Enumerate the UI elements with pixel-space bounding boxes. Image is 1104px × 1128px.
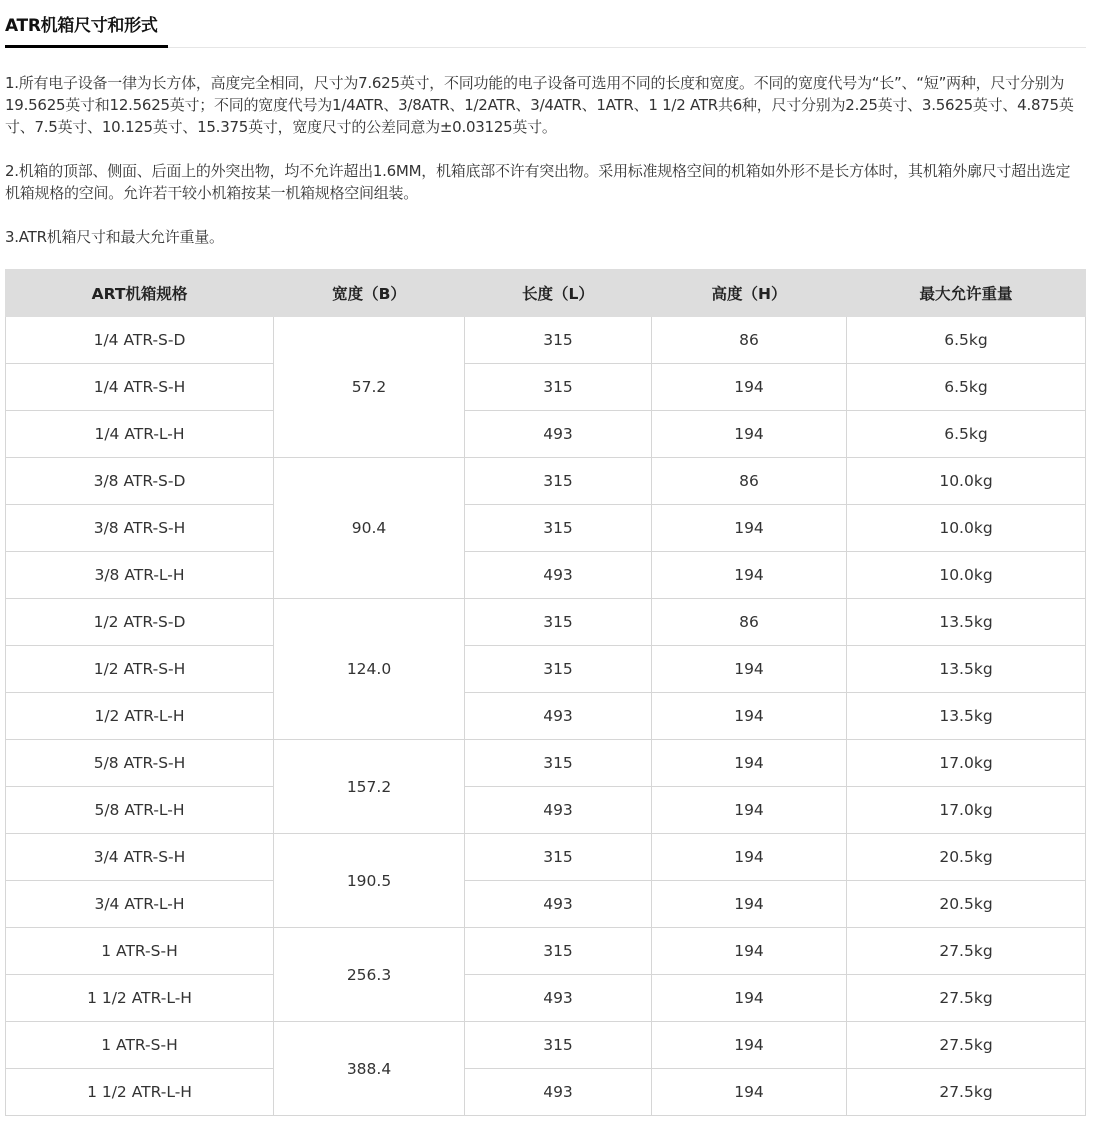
cell-height: 86 xyxy=(652,599,847,646)
cell-length: 315 xyxy=(465,599,652,646)
cell-length: 315 xyxy=(465,364,652,411)
cell-height: 194 xyxy=(652,881,847,928)
paragraph-2: 2.机箱的顶部、侧面、后面上的外突出物，均不允许超出1.6MM，机箱底部不许有突出物。采用标准规格空间的机箱如外形不是长方体时，其机箱外廓尺寸超出选定机箱规格的空间。允许若干较小机箱按某一机箱规格空间组装。 xyxy=(5,162,1071,202)
cell-width: 388.4 xyxy=(274,1022,465,1116)
cell-spec: 1 ATR-S-H xyxy=(6,1022,274,1069)
table-row xyxy=(6,364,1086,411)
cell-length: 315 xyxy=(465,646,652,693)
cell-height: 86 xyxy=(652,317,847,364)
table-row xyxy=(6,740,1086,787)
table-row xyxy=(6,599,1086,646)
cell-weight: 13.5kg xyxy=(847,646,1086,693)
table-header-row xyxy=(6,270,1086,317)
header-height: 高度（H） xyxy=(652,270,847,317)
cell-spec: 1/4 ATR-S-H xyxy=(6,364,274,411)
cell-spec: 3/8 ATR-S-D xyxy=(6,458,274,505)
cell-length: 315 xyxy=(465,317,652,364)
cell-length: 493 xyxy=(465,552,652,599)
cell-weight: 13.5kg xyxy=(847,599,1086,646)
table-body xyxy=(6,317,1086,1116)
table-row xyxy=(6,975,1086,1022)
cell-width: 57.2 xyxy=(274,317,465,458)
cell-weight: 10.0kg xyxy=(847,505,1086,552)
table-row xyxy=(6,646,1086,693)
cell-length: 493 xyxy=(465,693,652,740)
cell-height: 194 xyxy=(652,364,847,411)
cell-length: 315 xyxy=(465,458,652,505)
cell-spec: 5/8 ATR-L-H xyxy=(6,787,274,834)
table-row xyxy=(6,458,1086,505)
cell-height: 194 xyxy=(652,646,847,693)
cell-height: 194 xyxy=(652,787,847,834)
table-row xyxy=(6,411,1086,458)
cell-length: 315 xyxy=(465,1022,652,1069)
page-title: ATR机箱尺寸和形式 xyxy=(5,16,158,36)
cell-spec: 1 1/2 ATR-L-H xyxy=(6,975,274,1022)
cell-spec: 3/4 ATR-S-H xyxy=(6,834,274,881)
table-row xyxy=(6,1069,1086,1116)
cell-height: 194 xyxy=(652,834,847,881)
cell-weight: 6.5kg xyxy=(847,411,1086,458)
table-row xyxy=(6,1022,1086,1069)
cell-spec: 1/4 ATR-L-H xyxy=(6,411,274,458)
cell-height: 194 xyxy=(652,552,847,599)
table-row xyxy=(6,928,1086,975)
cell-length: 493 xyxy=(465,881,652,928)
paragraph-3: 3.ATR机箱尺寸和最大允许重量。 xyxy=(5,228,224,246)
table-row xyxy=(6,552,1086,599)
cell-height: 194 xyxy=(652,975,847,1022)
header-weight: 最大允许重量 xyxy=(847,270,1086,317)
cell-width: 124.0 xyxy=(274,599,465,740)
cell-width: 256.3 xyxy=(274,928,465,1022)
cell-spec: 1 ATR-S-H xyxy=(6,928,274,975)
cell-weight: 17.0kg xyxy=(847,740,1086,787)
cell-weight: 20.5kg xyxy=(847,881,1086,928)
cell-spec: 1/2 ATR-L-H xyxy=(6,693,274,740)
cell-height: 194 xyxy=(652,928,847,975)
cell-length: 315 xyxy=(465,834,652,881)
table-row xyxy=(6,834,1086,881)
cell-spec: 5/8 ATR-S-H xyxy=(6,740,274,787)
cell-length: 493 xyxy=(465,411,652,458)
cell-length: 493 xyxy=(465,787,652,834)
article-body xyxy=(5,72,1085,270)
table-row xyxy=(6,787,1086,834)
cell-weight: 20.5kg xyxy=(847,834,1086,881)
cell-weight: 27.5kg xyxy=(847,1069,1086,1116)
cell-height: 194 xyxy=(652,1022,847,1069)
header-spec: ART机箱规格 xyxy=(6,270,274,317)
cell-height: 194 xyxy=(652,1069,847,1116)
cell-weight: 13.5kg xyxy=(847,693,1086,740)
cell-weight: 27.5kg xyxy=(847,928,1086,975)
cell-weight: 10.0kg xyxy=(847,552,1086,599)
paragraph-1: 1.所有电子设备一律为长方体，高度完全相同，尺寸为7.625英寸，不同功能的电子设备可选用不同的长度和宽度。不同的宽度代号为“长”、“短”两种，尺寸分别为19.5625英寸和12.5625英寸；不同的宽度代号为1/4ATR、3/8ATR、1/2ATR、3/4ATR、1ATR、1 1/2 ATR共6种，尺寸分别为2.25英寸、3.5625英寸、4.875英寸、7.5英寸、10.125英寸、15.375英寸，宽度尺寸的公差同意为±0.03125英寸。 xyxy=(5,74,1074,136)
cell-weight: 6.5kg xyxy=(847,364,1086,411)
table-row xyxy=(6,693,1086,740)
cell-width: 157.2 xyxy=(274,740,465,834)
cell-length: 315 xyxy=(465,505,652,552)
cell-height: 194 xyxy=(652,740,847,787)
cell-width: 90.4 xyxy=(274,458,465,599)
cell-spec: 3/8 ATR-L-H xyxy=(6,552,274,599)
cell-height: 86 xyxy=(652,458,847,505)
cell-length: 315 xyxy=(465,740,652,787)
table-row xyxy=(6,505,1086,552)
cell-weight: 6.5kg xyxy=(847,317,1086,364)
cell-width: 190.5 xyxy=(274,834,465,928)
cell-weight: 27.5kg xyxy=(847,1022,1086,1069)
header-length: 长度（L） xyxy=(465,270,652,317)
cell-spec: 1 1/2 ATR-L-H xyxy=(6,1069,274,1116)
cell-spec: 1/2 ATR-S-D xyxy=(6,599,274,646)
table-row xyxy=(6,881,1086,928)
cell-spec: 3/4 ATR-L-H xyxy=(6,881,274,928)
cell-weight: 27.5kg xyxy=(847,975,1086,1022)
atr-spec-table xyxy=(5,269,1086,1116)
cell-weight: 17.0kg xyxy=(847,787,1086,834)
cell-weight: 10.0kg xyxy=(847,458,1086,505)
cell-length: 493 xyxy=(465,1069,652,1116)
header-width: 宽度（B） xyxy=(274,270,465,317)
cell-length: 315 xyxy=(465,928,652,975)
cell-height: 194 xyxy=(652,411,847,458)
cell-spec: 1/4 ATR-S-D xyxy=(6,317,274,364)
cell-height: 194 xyxy=(652,505,847,552)
section-header xyxy=(5,0,1086,48)
cell-spec: 3/8 ATR-S-H xyxy=(6,505,274,552)
cell-spec: 1/2 ATR-S-H xyxy=(6,646,274,693)
cell-length: 493 xyxy=(465,975,652,1022)
cell-height: 194 xyxy=(652,693,847,740)
title-underline xyxy=(5,45,168,48)
table-row xyxy=(6,317,1086,364)
